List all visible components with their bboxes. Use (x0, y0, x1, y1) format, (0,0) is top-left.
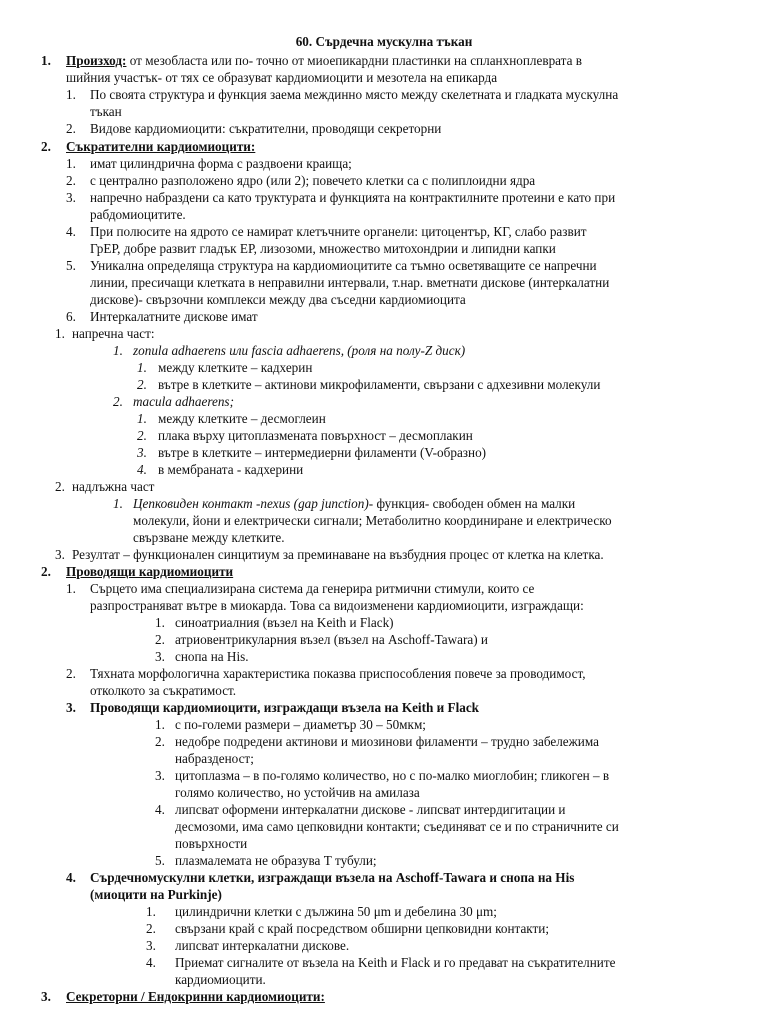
list-item-number: 3. (155, 768, 165, 783)
list-item-number: 2. (66, 121, 76, 136)
list-item-number: 5. (66, 258, 76, 273)
section-heading: Произход: (66, 53, 127, 68)
list-item: При полюсите на ядрото се намират клетъчните органели: цитоцентър, КГ, слабо развит (90, 224, 587, 239)
subsection-label: напречна част: (72, 326, 155, 341)
list-item: вътре в клетките – актинови микрофиламенти, свързани с адхезивни молекули (158, 377, 601, 392)
page-title: 60. Сърдечна мускулна тъкан (295, 34, 473, 49)
list-item-number: 2. (137, 428, 147, 443)
list-item-number: 3. (66, 700, 76, 715)
list-item: синоатриалния (възел на Keith и Flack) (175, 615, 394, 630)
list-item: По своята структура и функция заема междинно място между скелетната и гладката мускулна (90, 87, 619, 102)
list-item-number: 1. (66, 156, 76, 171)
list-item: имат цилиндрична форма с раздвоени краища; (90, 156, 352, 171)
list-item-number: 2. (155, 632, 165, 647)
list-item-number: 4. (155, 802, 165, 817)
list-item-continuation: отколкото за съкратимост. (90, 683, 237, 698)
list-item-number: 4. (66, 870, 76, 885)
list-item: Уникална определяща структура на кардиомиоцитите са тъмно осветяващите се напречни (90, 258, 597, 273)
list-item-number: 4. (137, 462, 147, 477)
subsection-heading: Сърдечномускулни клетки, изграждащи възела на Aschoff-Tawara и снопа на His (90, 870, 575, 885)
list-item-number: 1. (137, 360, 147, 375)
list-item-number: 1. (137, 411, 147, 426)
list-item-continuation: разпространяват вътре в миокарда. Това са видоизменени кардиомиоцити, изграждащи: (90, 598, 584, 613)
list-item: между клетките – кадхерин (158, 360, 313, 375)
list-item-number: 4. (66, 224, 76, 239)
list-item-number: 2. (66, 173, 76, 188)
list-item: плазмалемата не образува Т тубули; (175, 853, 377, 868)
subsection-item: zonula adhaerens или fascia adhaerens, (роля на полу-Z диск) (133, 343, 466, 358)
subsection-heading-continuation: (миоцити на Purkinje) (90, 887, 222, 902)
section-text: от мезобласта или по- точно от миоепикардни пластинки на спланхноплеврата в (126, 53, 582, 68)
subsection-label: надлъжна част (72, 479, 155, 494)
list-item: липсват оформени интеркалатни дискове - липсват интердигитации и (175, 802, 566, 817)
list-item-continuation: десмозоми, има само цепковидни контакти; съединяват се и по страничните си (175, 819, 619, 834)
list-item-number: 1. (113, 343, 123, 358)
list-item-number: 1. (55, 326, 65, 341)
list-item-continuation: молекули, йони и електрически сигнали; Метаболитно координиране и електрическо (133, 513, 612, 528)
list-item-number: 1. (155, 615, 165, 630)
list-item: Интеркалатните дискове имат (90, 309, 258, 324)
list-item: цитоплазма – в по-голямо количество, но с по-малко миоглобин; гликоген – в (175, 768, 610, 783)
list-item-number: 3. (137, 445, 147, 460)
list-item-continuation: рабдомиоцитите. (90, 207, 186, 222)
list-item-number: 3. (146, 938, 156, 953)
list-item-number: 2. (137, 377, 147, 392)
subsection-item: macula adhaerens; (133, 394, 234, 409)
list-item: напречно набраздени са като труктурата и функцията на контрактилните протеини е като при (90, 190, 616, 205)
list-item-continuation: дискове)- свързочни комплекси между два съседни кардиомиоцита (90, 292, 466, 307)
list-item: Сърцето има специализирана система да генерира ритмични стимули, които се (90, 581, 535, 596)
list-item: Тяхната морфологична характеристика показва приспособления повече за проводимост, (90, 666, 586, 681)
list-item-number: 5. (155, 853, 165, 868)
list-item-continuation: кардиомиоцити. (175, 972, 266, 987)
list-item-continuation: голямо количество, но устойчив на амилаза (175, 785, 420, 800)
list-item: липсват интеркалатни дискове. (175, 938, 350, 953)
term-description: - функция- свободен обмен на малки (368, 496, 576, 511)
list-item: снопа на His. (175, 649, 249, 664)
section-number: 2. (41, 564, 51, 579)
term: Цепковиден контакт -nexus (gap junction) (133, 496, 369, 511)
list-item-continuation: свързване между клетките. (133, 530, 285, 545)
list-item-number: 2. (155, 734, 165, 749)
list-item: с централно разположено ядро (или 2); повечето клетки са с полиплоидни ядра (90, 173, 536, 188)
list-item: свързани край с край посредством обширни цепковидни контакти; (175, 921, 550, 936)
section-heading: Проводящи кардиомиоцити (66, 564, 234, 579)
list-item: Видове кардиомиоцити: съкратителни, проводящи секреторни (90, 121, 442, 136)
list-item-number: 2. (55, 479, 65, 494)
list-item-number: 3. (155, 649, 165, 664)
section-heading: Секреторни / Ендокринни кардиомиоцити: (66, 989, 325, 1004)
text-line: шийния участък- от тях се образуват кардиомиоцити и мезотела на епикарда (66, 70, 498, 85)
subsection-label: Резултат – функционален синцитиум за преминаване на възбудния процес от клетка на клетка. (72, 547, 604, 562)
list-item: между клетките – десмоглеин (158, 411, 326, 426)
list-item-number: 3. (55, 547, 65, 562)
list-item: Приемат сигналите от възела на Keith и Flack и го предават на съкратителните (175, 955, 616, 970)
list-item: атриовентрикуларния възел (възел на Aschoff-Tawara) и (175, 632, 488, 647)
section-number: 2. (41, 139, 51, 154)
section-heading: Съкратителни кардиомиоцити: (66, 139, 256, 154)
list-item-number: 3. (66, 190, 76, 205)
list-item-number: 2. (113, 394, 123, 409)
section-number: 1. (41, 53, 51, 68)
list-item-continuation: линии, пресичащи клетката в неправилни интервали, т.нар. вметнати дискове (интеркалатни (90, 275, 610, 290)
list-item: в мембраната - кадхерини (158, 462, 304, 477)
section-contractile (66, 139, 255, 156)
list-item-number: 1. (113, 496, 123, 511)
list-item: вътре в клетките – интермедиерни филаменти (V-образно) (158, 445, 487, 460)
list-item-number: 6. (66, 309, 76, 324)
list-item: цилиндрични клетки с дължина 50 μm и дебелина 30 μm; (175, 904, 497, 919)
list-item: с по-големи размери – диаметър 30 – 50мкм; (175, 717, 426, 732)
list-item: недобре подредени актинови и миозинови филаменти – трудно забележима (175, 734, 599, 749)
section-conducting (66, 564, 233, 581)
section-number: 3. (41, 989, 51, 1004)
list-item-number: 2. (66, 666, 76, 681)
list-item-continuation: ГрЕР, добре развит гладък ЕР, лизозоми, множество митохондрии и липидни капки (90, 241, 556, 256)
list-item-number: 2. (146, 921, 156, 936)
list-item-continuation: повърхности (175, 836, 248, 851)
list-item-number: 1. (66, 87, 76, 102)
section-origin (41, 53, 51, 70)
subsection-item (133, 496, 575, 513)
list-item-continuation: набразденост; (175, 751, 254, 766)
section-secretory (66, 989, 325, 1006)
list-item-number: 1. (146, 904, 156, 919)
section-origin-line (66, 53, 582, 70)
list-item-continuation: тъкан (90, 104, 122, 119)
list-item-number: 1. (155, 717, 165, 732)
list-item-number: 1. (66, 581, 76, 596)
list-item-number: 4. (146, 955, 156, 970)
subsection-heading: Проводящи кардиомиоцити, изграждащи възела на Keith и Flack (90, 700, 480, 715)
list-item: плака върху цитоплазмената повърхност – десмоплакин (158, 428, 473, 443)
